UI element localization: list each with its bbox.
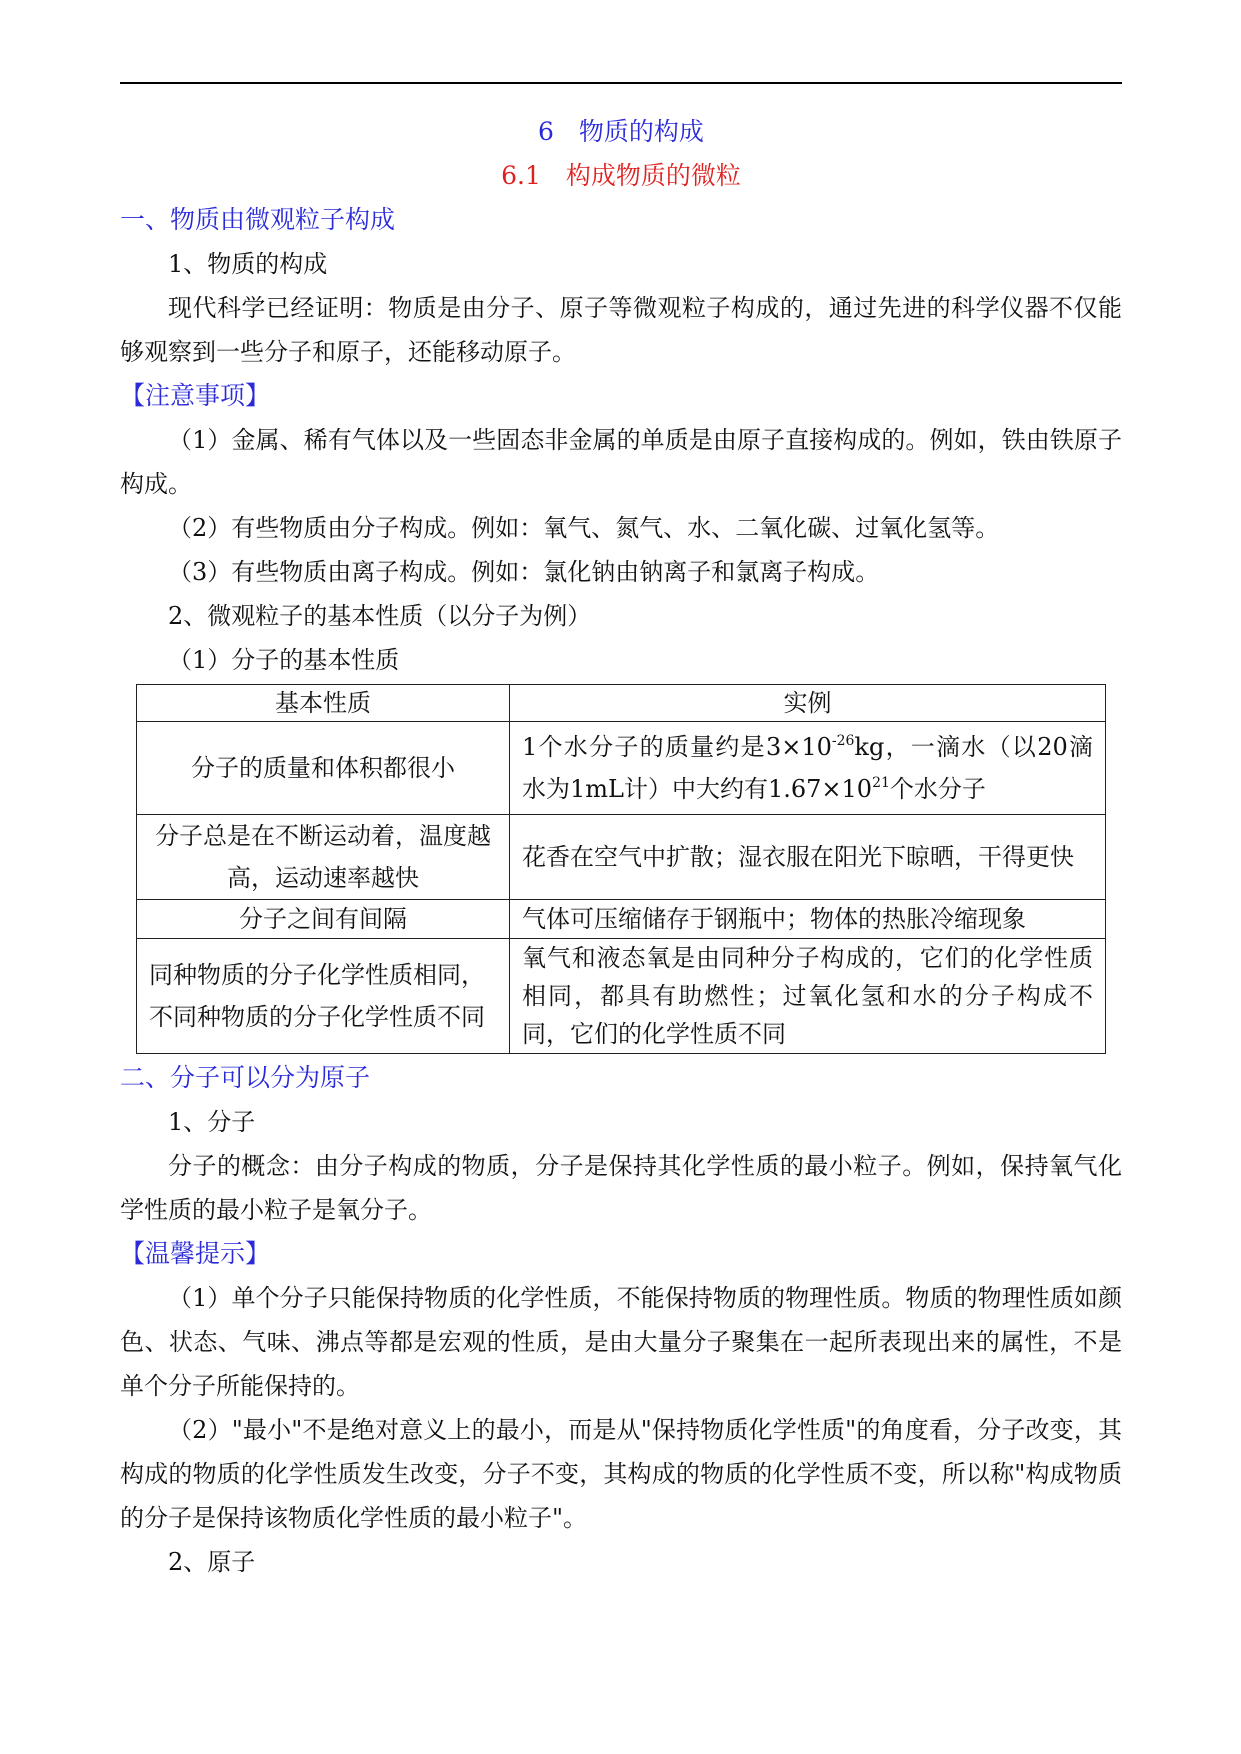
table-row	[137, 939, 1106, 1054]
molecule-properties-table	[136, 684, 1106, 1054]
part1-paragraph-1: 现代科学已经证明：物质是由分子、原子等微观粒子构成的，通过先进的科学仪器不仅能够观察到一些分子和原子，还能移动原子。	[120, 294, 1122, 366]
table-cell-example: 花香在空气中扩散；湿衣服在阳光下晾晒，干得更快	[510, 815, 1106, 900]
tip-label: 【温馨提示】	[120, 1239, 271, 1268]
table-row	[137, 722, 1106, 815]
part1-subheading-2: 2、微观粒子的基本性质（以分子为例）	[168, 602, 592, 630]
table-cell-property	[137, 939, 510, 1054]
note-item-3: （3）有些物质由离子构成。例如：氯化钠由钠离子和氯离子构成。	[168, 558, 880, 586]
table-row	[137, 815, 1106, 900]
header-rule	[120, 82, 1122, 84]
part2-subheading-2: 2、原子	[168, 1548, 256, 1576]
part2-paragraph-1: 分子的概念：由分子构成的物质，分子是保持其化学性质的最小粒子。例如，保持氧气化学性质的最小粒子是氧分子。	[120, 1152, 1122, 1224]
note-label: 【注意事项】	[120, 381, 271, 410]
part1-subheading-1: 1、物质的构成	[168, 250, 328, 278]
section-title: 6.1 构成物质的微粒	[501, 161, 741, 190]
table-cell-example: 氧气和液态氧是由同种分子构成的，它们的化学性质相同，都具有助燃性；过氧化氢和水的分子构成不同，它们的化学性质不同	[510, 939, 1106, 1054]
part1-subheading-2-1: （1）分子的基本性质	[168, 646, 400, 674]
table-header-example: 实例	[510, 685, 1106, 722]
table-header-row	[137, 685, 1106, 722]
table-cell-example	[510, 722, 1106, 815]
note-item-1: （1）金属、稀有气体以及一些固态非金属的单质是由原子直接构成的。例如，铁由铁原子构成。	[120, 426, 1122, 498]
table-header-property: 基本性质	[137, 685, 510, 722]
table-row	[137, 900, 1106, 939]
example-text-c: 个水分子	[889, 775, 986, 803]
part2-heading: 二、分子可以分为原子	[120, 1063, 371, 1092]
note-item-2: （2）有些物质由分子构成。例如：氧气、氮气、水、二氧化碳、过氧化氢等。	[168, 514, 1000, 542]
exponent-mass: -26	[831, 733, 855, 749]
tip-item-1: （1）单个分子只能保持物质的化学性质，不能保持物质的物理性质。物质的物理性质如颜色、状态、气味、沸点等都是宏观的性质，是由大量分子聚集在一起所表现出来的属性，不是单个分子所能保持的。	[120, 1284, 1122, 1400]
part2-subheading-1: 1、分子	[168, 1108, 256, 1136]
property-line-2: 不同种物质的分子化学性质不同	[149, 1003, 485, 1031]
document-body	[120, 110, 1122, 1584]
example-text-b: kg，一滴水（以20滴水为1mL计）中大约有1.67×10	[522, 733, 1094, 803]
example-text-a: 1个水分子的质量约是3×10	[522, 733, 832, 761]
table-cell-example: 气体可压缩储存于钢瓶中；物体的热胀冷缩现象	[510, 900, 1106, 939]
chapter-title: 6 物质的构成	[538, 117, 704, 146]
table-cell-property: 分子的质量和体积都很小	[137, 722, 510, 815]
part1-heading: 一、物质由微观粒子构成	[120, 205, 396, 234]
property-line-1: 同种物质的分子化学性质相同，	[149, 961, 485, 989]
table-cell-property: 分子总是在不断运动着，温度越高，运动速率越快	[137, 815, 510, 900]
tip-item-2: （2）"最小"不是绝对意义上的最小，而是从"保持物质化学性质"的角度看，分子改变，其构成的物质的化学性质发生改变，分子不变，其构成的物质的化学性质不变，所以称"构成物质的分子是保持该物质化学性质的最小粒子"。	[120, 1416, 1122, 1532]
exponent-count: 21	[872, 775, 890, 791]
table-cell-property: 分子之间有间隔	[137, 900, 510, 939]
